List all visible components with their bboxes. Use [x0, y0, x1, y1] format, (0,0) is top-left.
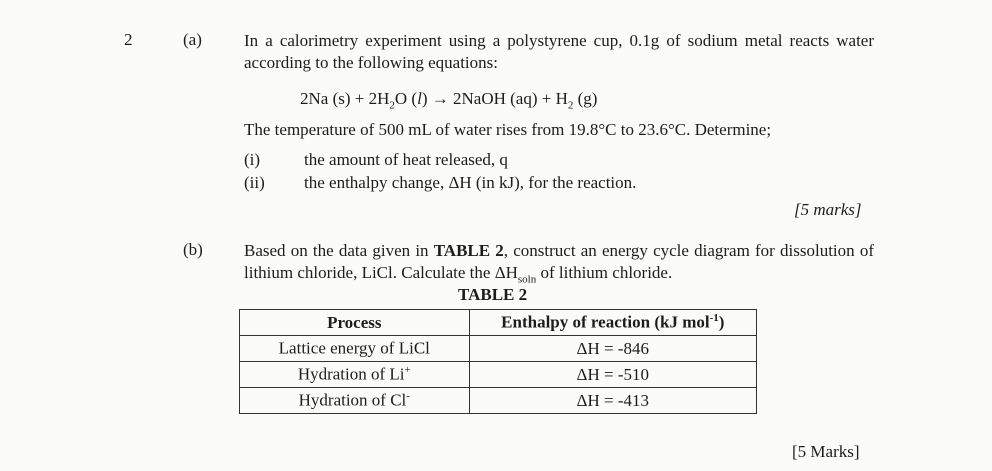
subquestion-text: the enthalpy change, ΔH (in kJ), for the reaction.	[304, 173, 637, 192]
part-a-marks: [5 marks]	[794, 200, 862, 219]
subquestion-i	[244, 150, 508, 170]
temperature-statement: The temperature of 500 mL of water rises from 19.8°C to 23.6°C. Determine;	[244, 120, 772, 139]
enthalpy-cell: ΔH = -510	[469, 362, 756, 388]
enthalpy-cell: ΔH = -846	[469, 336, 756, 362]
process-cell: Hydration of Li+	[240, 362, 470, 388]
table-row	[240, 362, 757, 388]
table-row	[240, 336, 757, 362]
eq-plus: +	[350, 89, 369, 108]
enthalpy-cell: ΔH = -413	[469, 388, 756, 414]
table-header-row	[240, 310, 757, 336]
header-enthalpy: Enthalpy of reaction (kJ mol$^{-1}$)	[469, 310, 756, 336]
part-a-label: (a)	[183, 30, 202, 49]
subquestion-label: (ii)	[244, 173, 265, 192]
subquestion-ii	[244, 173, 636, 193]
part-b-marks: [5 Marks]	[792, 442, 860, 461]
chemical-equation	[300, 89, 597, 111]
process-cell: Hydration of Cl-	[240, 388, 470, 414]
subquestion-label: (i)	[244, 150, 261, 169]
part-a-intro: In a calorimetry experiment using a polystyrene cup, 0.1g of sodium metal reacts water according to the following equations:	[244, 31, 874, 72]
eq-reactant-sodium: 2Na (s)	[300, 89, 351, 108]
eq-product-naoh: 2NaOH (aq)	[453, 89, 538, 108]
part-b-label: (b)	[183, 240, 203, 259]
subquestion-text: the amount of heat released, q	[304, 150, 508, 169]
table-title: TABLE 2	[458, 285, 528, 304]
eq-arrow: →	[427, 89, 453, 108]
enthalpy-table	[239, 309, 757, 414]
eq-product-hydrogen: $H_2$ (g)	[555, 89, 598, 112]
part-b-intro: Based on the data given in TABLE 2, construct an energy cycle diagram for dissolution of lithium chloride, LiCl. Calculate the $\Delta H_{soln}$ of lithium chloride.	[244, 241, 874, 286]
eq-reactant-water: $2H_2O$ (l)	[368, 89, 428, 112]
question-number: 2	[124, 30, 133, 49]
header-process: Process	[240, 310, 470, 336]
eq-plus: +	[537, 89, 556, 108]
process-cell: Lattice energy of LiCl	[240, 336, 470, 362]
table-row	[240, 388, 757, 414]
